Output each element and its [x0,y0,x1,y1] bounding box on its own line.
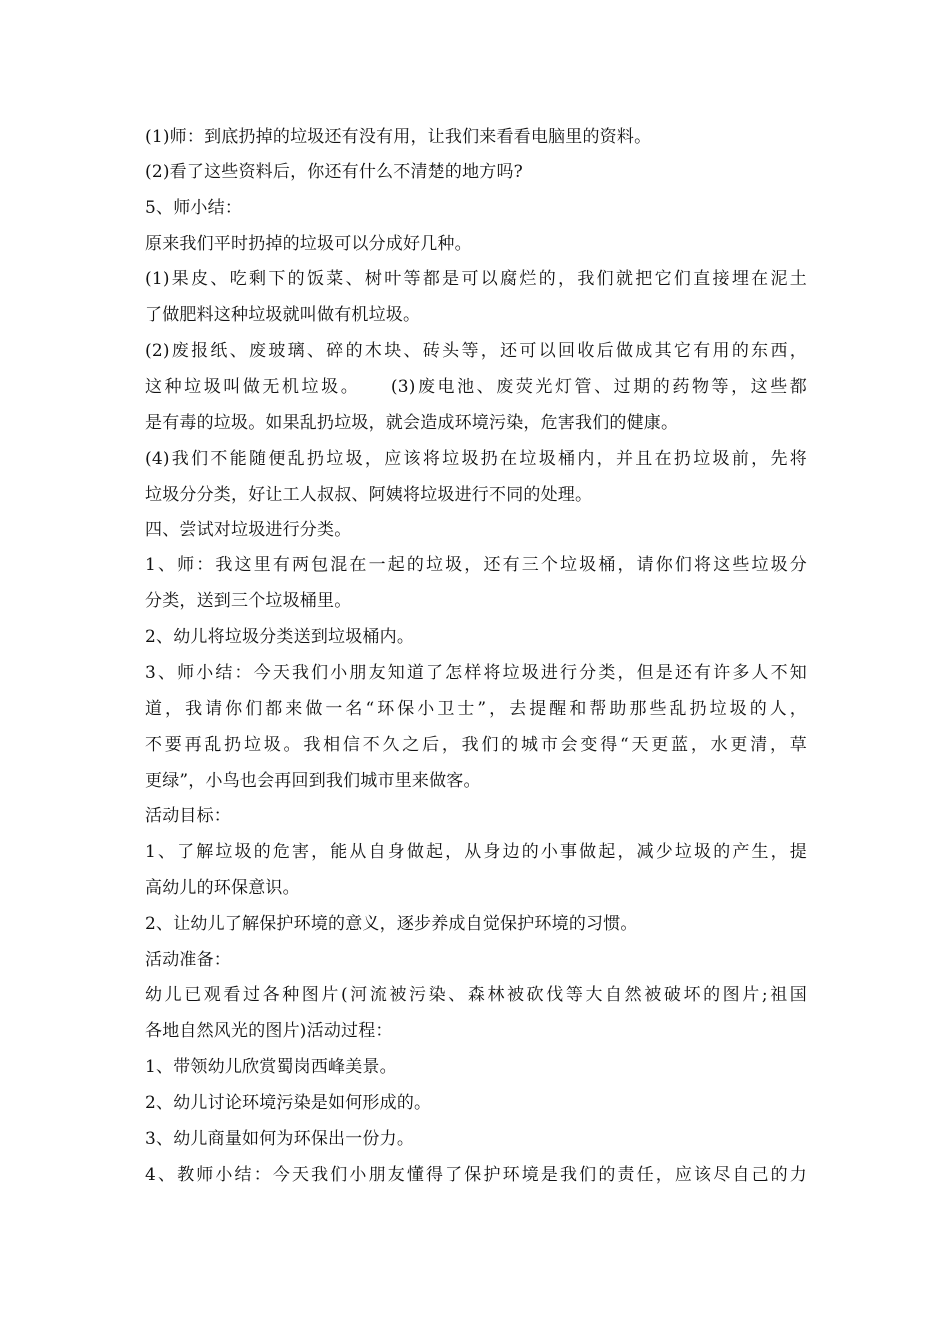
text-line: 分类，送到三个垃圾桶里。 [145,591,352,611]
text-line: (1)师：到底扔掉的垃圾还有没有用，让我们来看看电脑里的资料。 [145,127,652,147]
text-line: 1、了解垃圾的危害，能从自身做起，从身边的小事做起，减少垃圾的产生，提 [145,842,807,862]
text-line: 2、幼儿讨论环境污染是如何形成的。 [145,1093,432,1113]
section-heading: 活动目标： [145,806,231,826]
section-heading: 四、尝试对垃圾进行分类。 [145,520,352,540]
text-line: 更绿”，小鸟也会再回到我们城市里来做客。 [145,771,481,791]
section-heading: 活动准备： [145,950,231,970]
text-line: 1、带领幼儿欣赏蜀岗西峰美景。 [145,1057,397,1077]
text-line: 是有毒的垃圾。如果乱扔垃圾，就会造成环境污染，危害我们的健康。 [145,413,679,433]
text-line: 3、幼儿商量如何为环保出一份力。 [145,1129,415,1149]
text-line: (2)废报纸、废玻璃、碎的木块、砖头等，还可以回收后做成其它有用的东西， [145,341,807,361]
text-line: 不要再乱扔垃圾。我相信不久之后，我们的城市会变得“天更蓝，水更清，草 [145,735,807,755]
text-line: (2)看了这些资料后，你还有什么不清楚的地方吗? [145,162,523,182]
text-line: 高幼儿的环保意识。 [145,878,300,898]
text-line: 垃圾分分类，好让工人叔叔、阿姨将垃圾进行不同的处理。 [145,485,593,505]
text-line: 原来我们平时扔掉的垃圾可以分成好几种。 [145,234,472,254]
text-line: 道，我请你们都来做一名“环保小卫士”，去提醒和帮助那些乱扔垃圾的人， [145,699,807,719]
text-line: 3、师小结：今天我们小朋友知道了怎样将垃圾进行分类，但是还有许多人不知 [145,663,807,683]
text-line: 4、教师小结：今天我们小朋友懂得了保护环境是我们的责任，应该尽自己的力 [145,1165,807,1185]
text-line: (4)我们不能随便乱扔垃圾，应该将垃圾扔在垃圾桶内，并且在扔垃圾前，先将 [145,449,807,469]
text-line: 5、师小结： [145,198,243,218]
text-line: (1)果皮、吃剩下的饭菜、树叶等都是可以腐烂的，我们就把它们直接埋在泥土 [145,269,807,289]
text-line: 这种垃圾叫做无机垃圾。 (3)废电池、废荧光灯管、过期的药物等，这些都 [145,377,807,397]
text-line: 幼儿已观看过各种图片(河流被污染、森林被砍伐等大自然被破坏的图片;祖国 [145,985,807,1005]
text-line: 各地自然风光的图片)活动过程： [145,1021,393,1041]
text-line: 2、让幼儿了解保护环境的意义，逐步养成自觉保护环境的习惯。 [145,914,638,934]
text-line: 1、师：我这里有两包混在一起的垃圾，还有三个垃圾桶，请你们将这些垃圾分 [145,555,807,575]
text-line: 了做肥料这种垃圾就叫做有机垃圾。 [145,305,421,325]
text-line: 2、幼儿将垃圾分类送到垃圾桶内。 [145,627,415,647]
